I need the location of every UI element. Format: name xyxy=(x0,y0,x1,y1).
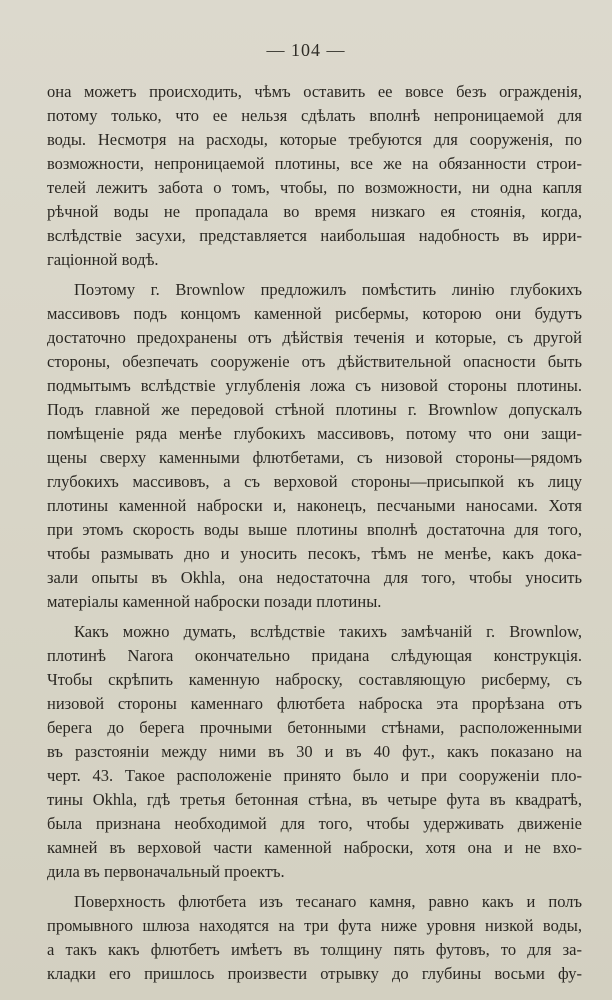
page-number: — 104 — xyxy=(266,40,346,60)
text-line: помѣщеніе ряда менѣе глубокихъ массивовъ, потому что они защи- xyxy=(47,424,582,443)
text-line: подмытымъ вслѣдствіе углубленія ложа съ низовой стороны плотины. xyxy=(47,376,582,395)
text-line: зали опыты въ Okhla, она недостаточна для того, чтобы уносить xyxy=(47,568,582,587)
text-line: матеріалы каменной наброски позади плотины. xyxy=(47,592,382,611)
text-line: дила въ первоначальный проектъ. xyxy=(47,862,285,881)
text-line: Чтобы скрѣпить каменную наброску, составляющую рисберму, съ xyxy=(47,670,582,689)
text-line: достаточно предохранены отъ дѣйствія теченія и которые, съ другой xyxy=(47,328,582,347)
paragraph-1 xyxy=(47,80,582,272)
text-line: гаціонной водѣ. xyxy=(47,250,159,269)
paragraph-2 xyxy=(47,278,582,614)
text-line: чтобы размывать дно и уносить песокъ, тѣмъ не менѣе, какъ дока- xyxy=(47,544,582,563)
text-line: въ разстояніи между ними въ 30 и въ 40 фут., какъ показано на xyxy=(47,742,582,761)
text-line: возможности, непроницаемой плотины, все же на обязанности строи- xyxy=(47,154,582,173)
text-line: потому только, что ее нельзя сдѣлать вполнѣ непроницаемой для xyxy=(47,106,582,125)
body-text xyxy=(47,80,582,992)
text-line: она можетъ происходить, чѣмъ оставить ее вовсе безъ огражденія, xyxy=(47,82,582,101)
text-line: Поверхность флютбета изъ тесанаго камня, равно какъ и полъ xyxy=(74,892,582,911)
text-line: Поэтому г. Brownlow предложилъ помѣстить линію глубокихъ xyxy=(74,280,582,299)
text-line: Какъ можно думать, вслѣдствіе такихъ замѣчаній г. Brownlow, xyxy=(74,622,582,641)
text-line: была признана необходимой для того, чтобы удерживать движеніе xyxy=(47,814,582,833)
text-line: тины Okhla, гдѣ третья бетонная стѣна, въ четыре фута въ квадратѣ, xyxy=(47,790,582,809)
text-line: промывного шлюза находятся на три фута ниже уровня низкой воды, xyxy=(47,916,582,935)
text-line: плотины каменной наброски и, наконецъ, песчаными наносами. Хотя xyxy=(47,496,582,515)
text-line: рѣчной воды не пропадала во время низкаго ея стоянія, когда, xyxy=(47,202,582,221)
text-line: при этомъ скорость воды выше плотины вполнѣ достаточна для того, xyxy=(47,520,582,539)
text-line: камней въ верховой части каменной наброски, хотя она и не вхо- xyxy=(47,838,582,857)
text-line: стороны, обезпечать сооруженіе отъ дѣйствительной опасности быть xyxy=(47,352,582,371)
text-line: массивовъ подъ концомъ каменной рисбермы, которою они будутъ xyxy=(47,304,582,323)
text-line: глубокихъ массивовъ, а съ верховой стороны—присыпкой къ лицу xyxy=(47,472,582,491)
text-line: низовой стороны каменнаго флютбета наброска эта прорѣзана отъ xyxy=(47,694,582,713)
text-line: вслѣдствіе засухи, представляется наибольшая надобность въ ирри- xyxy=(47,226,582,245)
text-line: плотинѣ Narora окончательно придана слѣдующая конструкція. xyxy=(47,646,582,665)
text-line: Подъ главной же передовой стѣной плотины г. Brownlow допускалъ xyxy=(47,400,582,419)
paragraph-4 xyxy=(47,890,582,986)
text-line: щены сверху каменными флютбетами, съ низовой стороны—рядомъ xyxy=(47,448,582,467)
text-line: а такъ какъ флютбетъ имѣетъ въ толщину пять футовъ, то для за- xyxy=(47,940,582,959)
text-line: телей лежитъ забота о томъ, чтобы, по возможности, ни одна капля xyxy=(47,178,582,197)
text-line: черт. 43. Такое расположеніе принято было и при сооруженіи пло- xyxy=(47,766,582,785)
text-line: воды. Несмотря на расходы, которые требуются для сооруженія, по xyxy=(47,130,582,149)
paragraph-3 xyxy=(47,620,582,884)
text-line: кладки его пришлось произвести отрывку до глубины восьми фу- xyxy=(47,964,582,983)
text-line: берега до берега прочными бетонными стѣнами, расположенными xyxy=(47,718,582,737)
